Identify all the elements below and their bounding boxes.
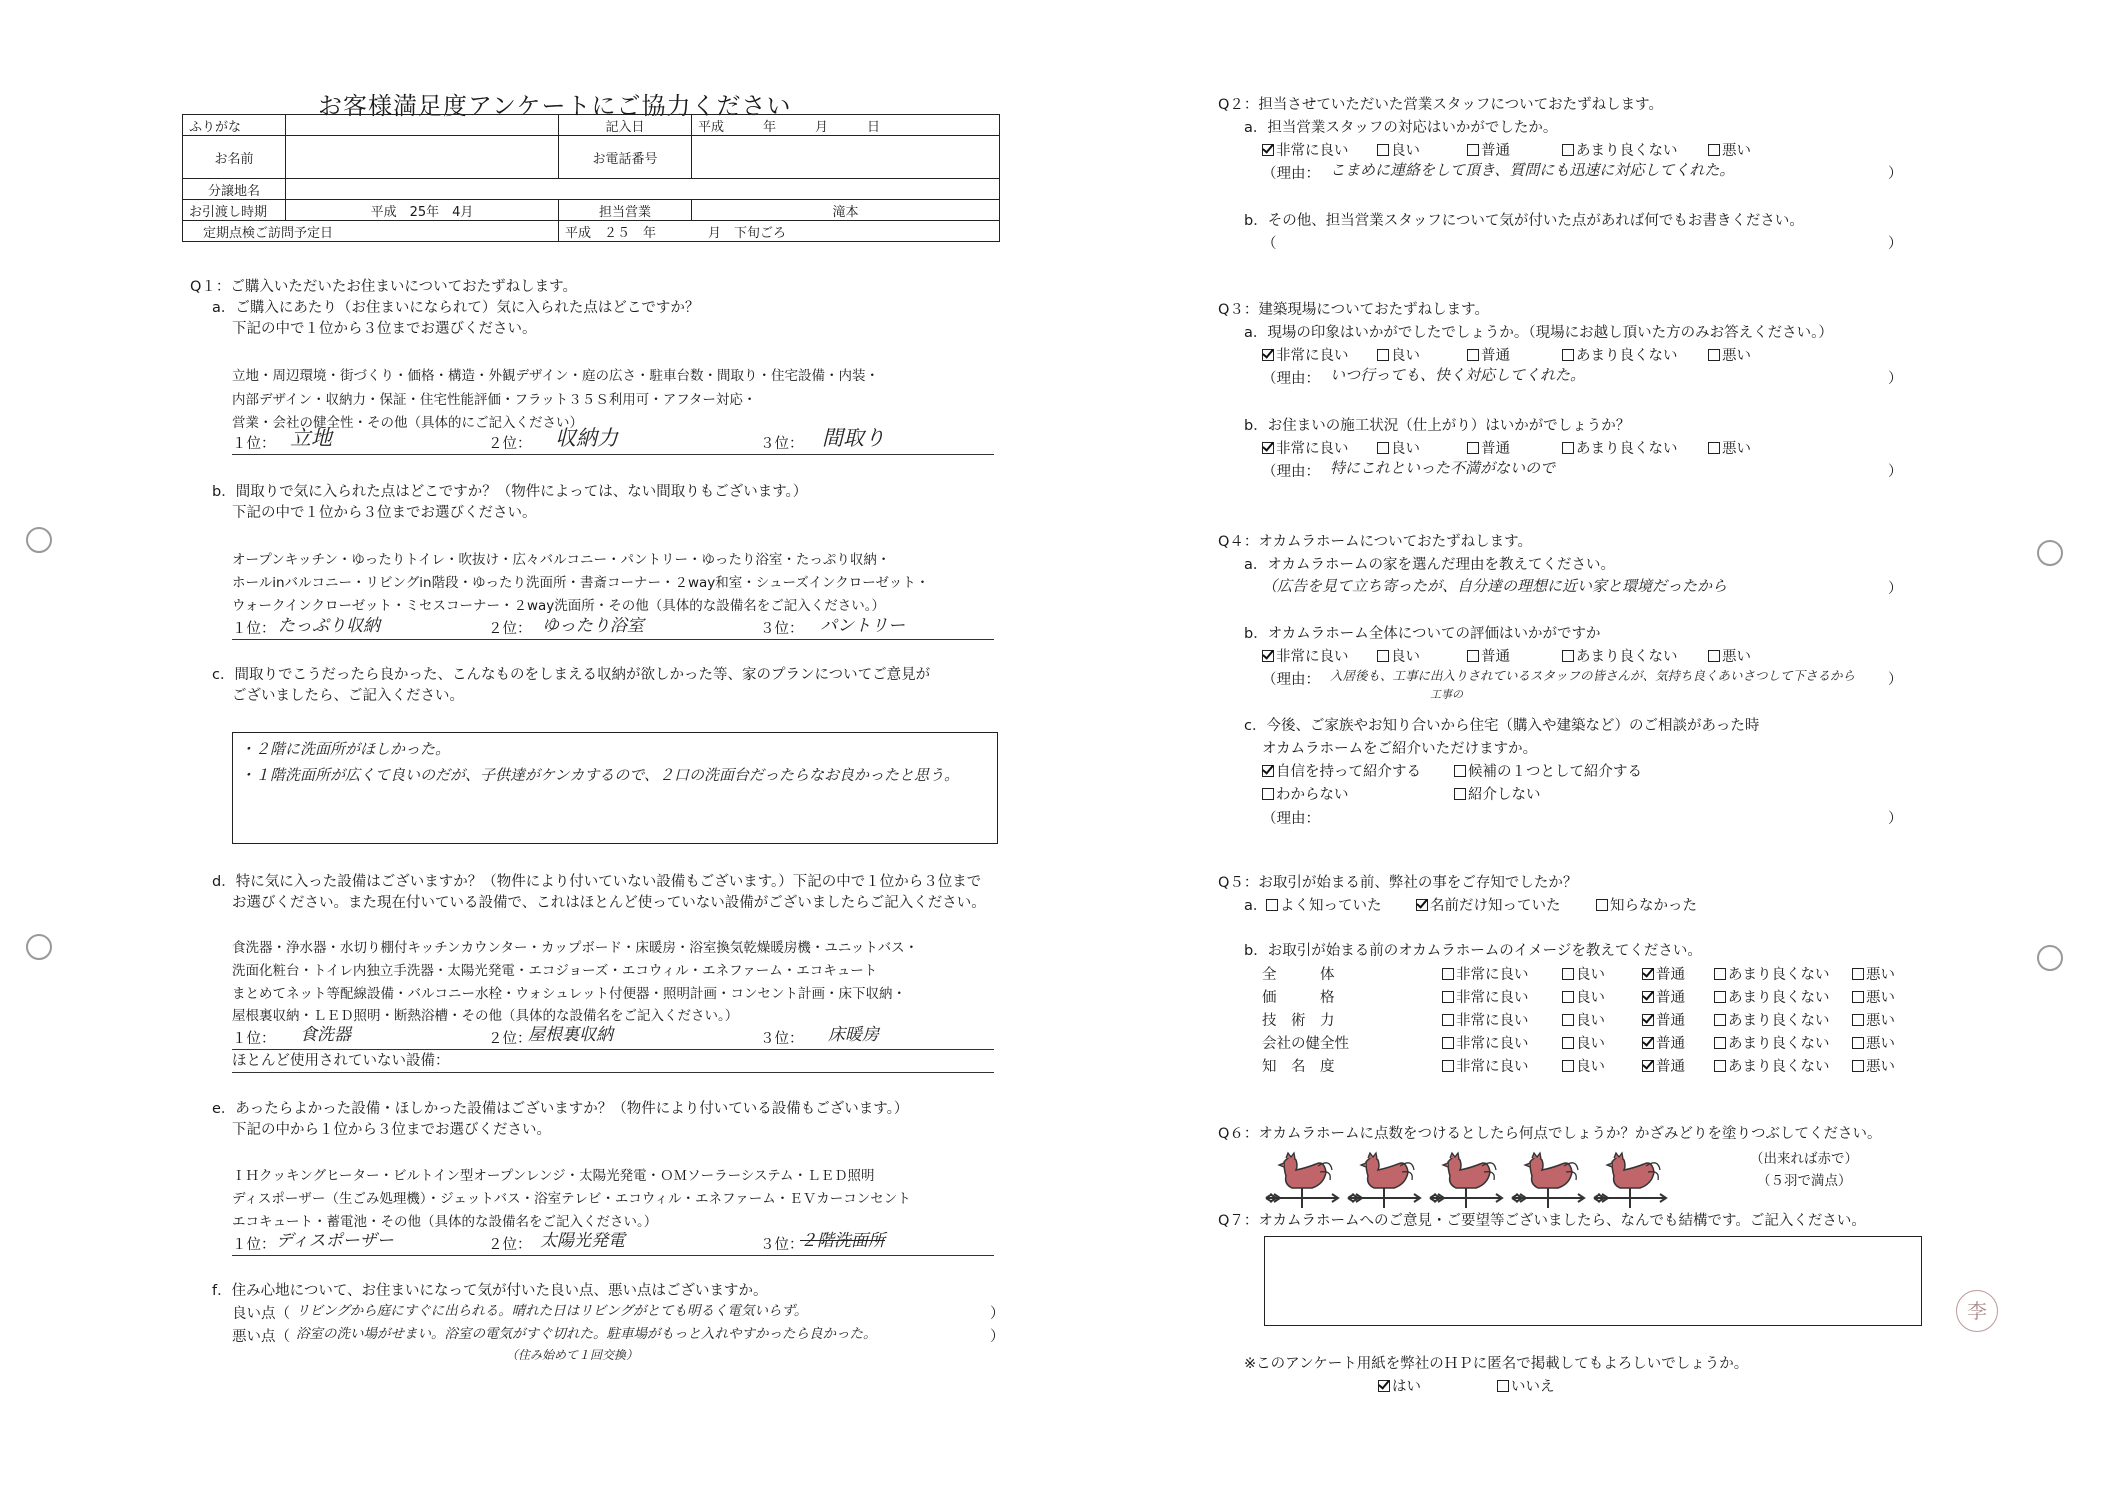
q2-heading: Q２：担当させていただいた営業スタッフについておたずねします。 [1218,97,1663,113]
punch-hole [2037,540,2063,566]
q4c-question-2: オカムラホームをご紹介いただけますか。 [1262,741,1538,757]
checkbox-icon [1852,1060,1864,1072]
q1f-bad-note: （住み始めて１回交換） [506,1348,639,1362]
q5b-option[interactable]: あまり良くない [1714,989,1830,1007]
q1b-options-3: ウォークインクローゼット・ミセスコーナー・２way洗面所・その他（具体的な設備名をご記入ください。） [232,598,886,614]
checkbox-icon [1377,442,1389,454]
checkbox-icon [1454,765,1466,777]
q1e-rank3-answer[interactable]: ２階洗面所 [800,1231,885,1251]
checkbox-icon [1262,765,1274,777]
checkbox-icon [1442,1060,1454,1072]
consent-yes[interactable]: はい [1378,1378,1421,1396]
q5a-label: a． [1244,898,1268,914]
weathercock-icon[interactable] [1590,1150,1670,1210]
q1b-rank-underline [232,639,994,640]
q5b-question: b．お取引が始まる前のオカムラホームのイメージを教えてください。 [1244,943,1702,959]
q5b-option[interactable]: 普通 [1642,989,1685,1007]
tenken-value[interactable]: 平成 ２５ 年 月 下旬ごろ [559,221,1000,242]
q1f-question: f．住み心地について、お住まいになって気が付いた良い点、悪い点はございますか。 [212,1283,768,1299]
checkbox-icon [1442,968,1454,980]
q1d-rank2-answer[interactable]: 屋根裏収納 [528,1025,613,1045]
phone-field[interactable] [692,136,1000,179]
q4b-opt-good[interactable]: 良い [1377,648,1420,666]
checkbox-icon [1454,788,1466,800]
q1e-options-2: ディスポーザー（生ごみ処理機）・ジェットバス・浴室テレビ・エコウィル・エネファーム・ＥＶカーコンセント [232,1191,911,1207]
q3b-opt-not-good[interactable]: あまり良くない [1562,440,1678,458]
q1b-instruction: 下記の中で１位から３位までお選びください。 [232,505,537,521]
q5b-option[interactable]: 普通 [1642,1012,1685,1030]
q1e-rank1-label: １位： [232,1237,276,1253]
q5b-option[interactable]: 悪い [1852,1058,1895,1076]
q4c-reason-label: （理由： [1262,811,1320,827]
punch-hole [26,934,52,960]
q1a-options-2: 内部デザイン・収納力・保証・住宅性能評価・フラット３５Ｓ利用可・アフター対応・ [232,392,757,408]
q1a-rank-underline [232,454,994,455]
q3b-opt-bad[interactable]: 悪い [1708,440,1751,458]
checkbox-icon [1262,144,1274,156]
tanto-label: 担当営業 [559,200,692,221]
checkbox-icon [1262,650,1274,662]
consent-no[interactable]: いいえ [1497,1378,1555,1396]
checkbox-icon [1416,899,1428,911]
q2b-open: （ [1262,236,1277,252]
q5b-option[interactable]: 良い [1562,966,1605,984]
q1a-rank1-answer[interactable]: 立地 [290,426,332,450]
checkbox-icon [1262,788,1274,800]
q4b-opt-not-good[interactable]: あまり良くない [1562,648,1678,666]
checkbox-icon [1467,650,1479,662]
q4a-answer[interactable]: （広告を見て立ち寄ったが、自分達の理想に近い家と環境だったから [1262,577,1728,595]
q2b-close: ） [1888,236,1903,252]
checkbox-icon [1442,991,1454,1003]
kinyubi-value[interactable]: 平成 年 月 日 [692,115,1000,136]
q3b-reason-close: ） [1888,464,1903,480]
q1a-rank2-label: ２位： [488,436,532,452]
checkbox-icon [1642,968,1654,980]
q5b-option[interactable]: あまり良くない [1714,1012,1830,1030]
checkbox-icon [1852,991,1864,1003]
q1b-rank2-label: ２位： [488,621,532,637]
q3a-opt-bad[interactable]: 悪い [1708,347,1751,365]
q1e-rank2-label: ２位： [488,1237,532,1253]
q6-heading: Q６：オカムラホームに点数をつけるとしたら何点でしょうか？かざみどりを塗りつぶしてください。 [1218,1126,1882,1142]
checkbox-icon [1562,650,1574,662]
checkbox-icon [1596,899,1608,911]
q5b-option[interactable]: 非常に良い [1442,966,1529,984]
q4b-reason[interactable]: 入居後も、工事に出入りされているスタッフの皆さんが、気持ち良くあいさつして下さるから [1330,668,1856,683]
q1d-rank-underline [232,1049,994,1050]
checkbox-icon [1642,991,1654,1003]
q1e-question: e．あったらよかった設備・ほしかった設備はございますか？（物件により付いている設備もございます。） [212,1101,909,1117]
q1d-options-2: 洗面化粧台・トイレ内独立手洗器・太陽光発電・エコジョーズ・エコウィル・エネファーム・エコキュート [232,963,878,979]
q2a-reason-close: ） [1888,166,1903,182]
q1d-question: d．特に気に入った設備はございますか？（物件により付いていない設備もございます。）下記の中で１位から３位まで [212,874,982,890]
q1d-unused-label: ほとんど使用されていない設備： [232,1053,450,1069]
checkbox-icon [1562,144,1574,156]
q3a-opt-not-good[interactable]: あまり良くない [1562,347,1678,365]
weathercock-icon[interactable] [1426,1150,1506,1210]
q4c-opt-confident[interactable]: 自信を持って紹介する [1262,763,1421,781]
q5b-option[interactable]: 普通 [1642,966,1685,984]
q3a-opt-very-good[interactable]: 非常に良い [1262,347,1349,365]
checkbox-icon [1467,349,1479,361]
q4b-reason-close: ） [1888,672,1903,688]
checkbox-icon [1714,991,1726,1003]
q3-heading: Q３：建築現場についておたずねします。 [1218,302,1489,318]
punch-hole [2037,945,2063,971]
checkbox-icon [1442,1037,1454,1049]
checkbox-icon [1642,1037,1654,1049]
phone-label: お電話番号 [559,136,692,179]
q1b-options-1: オープンキッチン・ゆったりトイレ・吹抜け・広々バルコニー・パントリー・ゆったり浴室・たっぷり収納・ [232,552,891,568]
q1e-options-3: エコキュート・蓄電池・その他（具体的な設備名をご記入ください。） [232,1214,658,1230]
checkbox-icon [1377,144,1389,156]
q2a-question: a．担当営業スタッフの対応はいかがでしたか。 [1244,120,1558,136]
checkbox-icon [1377,650,1389,662]
checkbox-icon [1852,1037,1864,1049]
q5b-option[interactable]: 良い [1562,1058,1605,1076]
q5b-option[interactable]: 悪い [1852,1035,1895,1053]
checkbox-icon [1714,1060,1726,1072]
q3b-opt-very-good[interactable]: 非常に良い [1262,440,1349,458]
q1d-rank1-answer[interactable]: 食洗器 [300,1025,351,1045]
q2a-opt-not-good[interactable]: あまり良くない [1562,142,1678,160]
q1d-rank3-label: ３位： [760,1031,804,1047]
q5b-option[interactable]: 悪い [1852,1012,1895,1030]
q1b-question: b．間取りで気に入られた点はどこですか？（物件によっては、ない間取りもございます。） [212,484,808,500]
q7-heading: Q７：オカムラホームへのご意見・ご要望等ございましたら、なんでも結構です。ご記入ください。 [1218,1213,1866,1229]
q4b-reason-label: （理由： [1262,672,1320,688]
q2a-reason[interactable]: こまめに連絡をして頂き、質問にも迅速に対応してくれた。 [1330,161,1735,179]
q5b-option[interactable]: あまり良くない [1714,966,1830,984]
q1c-instruction: ございましたら、ご記入ください。 [232,688,464,704]
q6-note-2: （５羽で満点） [1757,1173,1852,1189]
checkbox-icon [1852,1014,1864,1026]
page-title: お客様満足度アンケートにご協力ください [318,92,792,120]
q2a-opt-normal[interactable]: 普通 [1467,142,1510,160]
q5b-row-label: 技 術 力 [1262,1013,1335,1029]
q1d-rank3-answer[interactable]: 床暖房 [828,1025,879,1045]
q1b-rank3-label: ３位： [760,621,804,637]
q3a-reason[interactable]: いつ行っても、快く対応してくれた。 [1330,366,1586,384]
q4a-question: a．オカムラホームの家を選んだ理由を教えてください。 [1244,557,1615,573]
q4b-opt-normal[interactable]: 普通 [1467,648,1510,666]
customer-info-table [182,114,1000,242]
consent-question: ※このアンケート用紙を弊社のＨＰに匿名で掲載してもよろしいでしょうか。 [1244,1356,1749,1372]
kinyubi-label: 記入日 [559,115,692,136]
q1c-answer-1: ・２階に洗面所がほしかった。 [240,740,451,758]
q5b-option[interactable]: 悪い [1852,966,1895,984]
q5-heading: Q５：お取引が始まる前、弊社の事をご存知でしたか？ [1218,875,1578,891]
q2a-opt-good[interactable]: 良い [1377,142,1420,160]
q5b-row-label: 知 名 度 [1262,1059,1335,1075]
weathercock-icon[interactable] [1508,1150,1588,1210]
checkbox-icon [1562,442,1574,454]
q1b-rank1-label: １位： [232,621,276,637]
q1a-instruction: 下記の中で１位から３位までお選びください。 [232,321,537,337]
q4a-close: ） [1888,581,1903,597]
q1f-bad-answer[interactable]: 浴室の洗い場がせまい。浴室の電気がすぐ切れた。駐車場がもっと入れやすかったら良かった。 [296,1326,877,1342]
q5b-row-label: 会社の健全性 [1262,1036,1349,1052]
hikiwatashi-value[interactable]: 平成 25年 4月 [286,200,559,221]
checkbox-icon [1562,349,1574,361]
q3b-question: b．お住まいの施工状況（仕上がり）はいかがでしょうか？ [1244,418,1631,434]
checkbox-icon [1467,442,1479,454]
q4c-question-1: c．今後、ご家族やお知り合いから住宅（購入や建築など）のご相談があった時 [1244,718,1760,734]
q5b-option[interactable]: 普通 [1642,1058,1685,1076]
q1e-options-1: ＩＨクッキングヒーター・ビルトイン型オープンレンジ・太陽光発電・ＯＭソーラーシステム・ＬＥＤ照明 [232,1168,875,1184]
q1b-options-2: ホールinバルコニー・リビングin階段・ゆったり洗面所・書斎コーナー・２way和室・シューズインクローゼット・ [232,575,930,591]
name-field[interactable] [286,136,559,179]
q1f-good-close: ） [990,1306,1005,1322]
q3a-opt-normal[interactable]: 普通 [1467,347,1510,365]
checkbox-icon [1708,349,1720,361]
q1e-rank2-answer[interactable]: 太陽光発電 [540,1231,625,1251]
q4c-opt-unsure[interactable]: わからない [1262,786,1349,804]
furigana-label: ふりがな [183,115,286,136]
q1a-question: a．ご購入にあたり（お住まいになられて）気に入られた点はどこですか？ [212,300,700,316]
checkbox-icon [1642,1014,1654,1026]
q1d-instruction: お選びください。また現在付いている設備で、これはほとんど使っていない設備がございましたらご記入ください。 [232,895,986,911]
checkbox-icon [1562,1060,1574,1072]
checkbox-icon [1262,442,1274,454]
checkbox-icon [1377,349,1389,361]
q1d-options-4: 屋根裏収納・ＬＥＤ照明・断熱浴槽・その他（具体的な設備名をご記入ください。） [232,1008,739,1024]
furigana-field[interactable] [286,115,559,136]
q5b-option[interactable]: 悪い [1852,989,1895,1007]
reviewer-stamp: 李 [1956,1290,1998,1332]
checkbox-icon [1708,442,1720,454]
weathercock-icon[interactable] [1262,1150,1342,1210]
q3b-reason-label: （理由： [1262,464,1320,480]
checkbox-icon [1562,991,1574,1003]
q4b-opt-bad[interactable]: 悪い [1708,648,1751,666]
q1e-rank1-answer[interactable]: ディスポーザー [276,1231,394,1251]
q5a-opt-well-known[interactable]: よく知っていた [1266,897,1382,915]
punch-hole [26,527,52,553]
q1f-good-answer[interactable]: リビングから庭にすぐに出られる。晴れた日はリビングがとても明るく電気いらず。 [296,1303,808,1319]
q5b-option[interactable]: あまり良くない [1714,1058,1830,1076]
q5b-option[interactable]: 良い [1562,989,1605,1007]
q3a-reason-close: ） [1888,371,1903,387]
q3b-opt-normal[interactable]: 普通 [1467,440,1510,458]
q5b-option[interactable]: 普通 [1642,1035,1685,1053]
q5b-option[interactable]: あまり良くない [1714,1035,1830,1053]
q3a-reason-label: （理由： [1262,371,1320,387]
tenken-label: 定期点検ご訪問予定日 [183,221,559,242]
q3a-opt-good[interactable]: 良い [1377,347,1420,365]
q5b-option[interactable]: 非常に良い [1442,1012,1529,1030]
checkbox-icon [1852,968,1864,980]
q4-heading: Q４：オカムラホームについておたずねします。 [1218,534,1533,550]
q4b-opt-very-good[interactable]: 非常に良い [1262,648,1349,666]
checkbox-icon [1714,1037,1726,1049]
q5a-opt-name-only[interactable]: 名前だけ知っていた [1416,897,1561,915]
q1d-rank1-label: １位： [232,1031,276,1047]
q3b-opt-good[interactable]: 良い [1377,440,1420,458]
bunjochi-label: 分譲地名 [183,179,286,200]
q5b-option[interactable]: 非常に良い [1442,989,1529,1007]
q2a-reason-label: （理由： [1262,166,1320,182]
q1b-rank3-answer[interactable]: パントリー [820,616,905,636]
q4b-question: b．オカムラホーム全体についての評価はいかがですか [1244,626,1601,642]
q1a-rank2-answer[interactable]: 収納力 [555,426,618,450]
q1c-answer-2: ・１階洗面所が広くて良いのだが、子供達がケンカするので、２口の洗面台だったらなお良かったと思う。 [240,766,959,784]
checkbox-icon [1442,1014,1454,1026]
checkbox-icon [1708,650,1720,662]
q7-answer-box[interactable] [1264,1236,1922,1326]
q1a-rank3-label: ３位： [760,436,804,452]
q1b-rank1-answer[interactable]: たっぷり収納 [278,616,380,636]
q4c-opt-candidate[interactable]: 候補の１つとして紹介する [1454,763,1642,781]
q1d-rank2-label: ２位： [488,1031,532,1047]
q1e-instruction: 下記の中から１位から３位までお選びください。 [232,1122,551,1138]
q1e-rank3-label: ３位： [760,1237,804,1253]
q6-note-1: （出来れば赤で） [1750,1151,1858,1167]
q1f-good-label: 良い点（ [232,1306,290,1322]
q2a-opt-very-good[interactable]: 非常に良い [1262,142,1349,160]
q1c-question: c．間取りでこうだったら良かった、こんなものをしまえる収納が欲しかった等、家のプランについてご意見が [212,667,931,683]
q1b-rank2-answer[interactable]: ゆったり浴室 [542,616,644,636]
q1a-options-1: 立地・周辺環境・街づくり・価格・構造・外観デザイン・庭の広さ・駐車台数・間取り・住宅設備・内装・ [232,368,880,384]
checkbox-icon [1562,1037,1574,1049]
q4b-reason-note: 工事の [1430,688,1463,701]
weathercock-icon[interactable] [1344,1150,1424,1210]
checkbox-icon [1497,1380,1509,1392]
q5b-option[interactable]: 非常に良い [1442,1058,1529,1076]
q1a-options-3: 営業・会社の健全性・その他（具体的にご記入ください） [232,415,583,431]
q1f-bad-close: ） [990,1329,1005,1345]
q1a-rank1-label: １位： [232,436,276,452]
q5b-option[interactable]: 良い [1562,1035,1605,1053]
hikiwatashi-label: お引渡し時期 [183,200,286,221]
q5b-row-label: 価 格 [1262,990,1335,1006]
q5a-opt-unknown[interactable]: 知らなかった [1596,897,1697,915]
q6-weathercock-row [1262,1150,1722,1210]
q5b-option[interactable]: 良い [1562,1012,1605,1030]
tanto-value[interactable]: 滝本 [692,200,1000,221]
checkbox-icon [1562,968,1574,980]
checkbox-icon [1714,1014,1726,1026]
q5b-option[interactable]: 非常に良い [1442,1035,1529,1053]
checkbox-icon [1708,144,1720,156]
q3a-question: a．現場の印象はいかがでしたでしょうか。（現場にお越し頂いた方のみお答えください。） [1244,325,1833,341]
checkbox-icon [1266,899,1278,911]
name-label: お名前 [183,136,286,179]
q2b-question: b．その他、担当営業スタッフについて気が付いた点があれば何でもお書きください。 [1244,213,1804,229]
q1f-bad-label: 悪い点（ [232,1329,290,1345]
q2a-opt-bad[interactable]: 悪い [1708,142,1751,160]
q1a-rank3-answer[interactable]: 間取り [822,426,885,450]
checkbox-icon [1378,1380,1390,1392]
q4c-opt-no[interactable]: 紹介しない [1454,786,1541,804]
checkbox-icon [1714,968,1726,980]
q1d-options-3: まとめてネット等配線設備・バルコニー水栓・ウォシュレット付便器・照明計画・コンセント計画・床下収納・ [232,986,907,1002]
q1d-options-1: 食洗器・浄水器・水切り棚付キッチンカウンター・カップボード・床暖房・浴室換気乾燥暖房機・ユニットバス・ [232,940,919,956]
checkbox-icon [1562,1014,1574,1026]
q1d-unused-underline [232,1072,994,1073]
checkbox-icon [1262,349,1274,361]
q1e-rank-underline [232,1255,994,1256]
q1-heading: Q１：ご購入いただいたお住まいについておたずねします。 [190,279,577,295]
bunjochi-field[interactable] [286,179,1000,200]
checkbox-icon [1467,144,1479,156]
q3b-reason[interactable]: 特にこれといった不満がないので [1330,459,1556,477]
q4c-reason-close: ） [1888,811,1903,827]
q5b-row-label: 全 体 [1262,967,1335,983]
checkbox-icon [1642,1060,1654,1072]
